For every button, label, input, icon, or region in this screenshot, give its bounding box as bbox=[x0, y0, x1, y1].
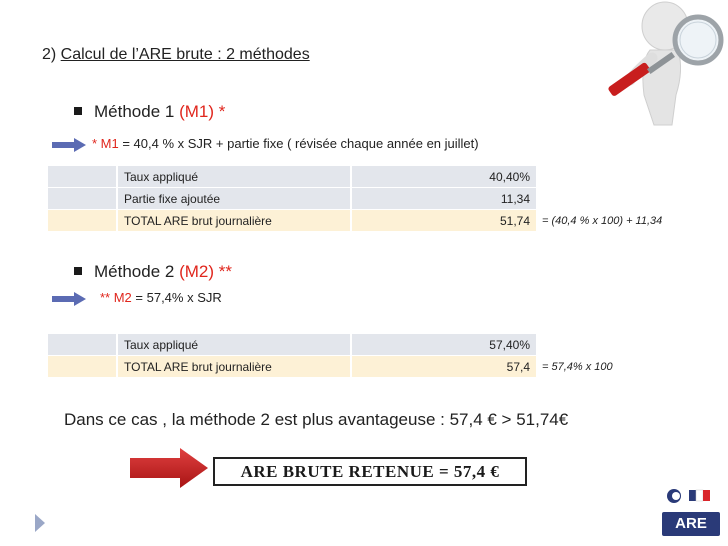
method2-table bbox=[48, 334, 692, 378]
table-row-total bbox=[48, 210, 692, 232]
row-label: Taux appliqué bbox=[118, 334, 350, 356]
nav-arrow-icon bbox=[35, 514, 45, 532]
table-row-total bbox=[48, 356, 692, 378]
row-note bbox=[536, 334, 692, 356]
row-note: = 57,4% x 100 bbox=[536, 356, 692, 378]
red-right-arrow-icon bbox=[130, 448, 208, 488]
result-box: ARE BRUTE RETENUE = 57,4 € bbox=[213, 457, 527, 486]
row-value: 57,40% bbox=[352, 334, 536, 356]
conclusion-text: Dans ce cas , la méthode 2 est plus avantageuse : 57,4 € > 51,74€ bbox=[64, 410, 569, 429]
bullet-square-icon bbox=[74, 107, 82, 115]
row-value: 11,34 bbox=[352, 188, 536, 210]
row-value: 40,40% bbox=[352, 166, 536, 188]
row-label: Partie fixe ajoutée bbox=[118, 188, 350, 210]
table-row bbox=[48, 166, 692, 188]
method1-formula bbox=[92, 136, 479, 151]
method2-code: (M2) ** bbox=[179, 262, 232, 281]
method1-label: Méthode 1 bbox=[94, 102, 180, 121]
method1-formula-prefix: * M1 bbox=[92, 136, 119, 151]
method1-table bbox=[48, 166, 692, 232]
row-note bbox=[536, 188, 692, 210]
right-arrow-icon bbox=[52, 292, 86, 306]
slide-title bbox=[42, 46, 310, 64]
right-arrow-icon bbox=[52, 138, 86, 152]
title-prefix: 2) bbox=[42, 46, 61, 63]
magnifier-figure-illustration bbox=[580, 0, 728, 140]
are-logo: ARE bbox=[662, 512, 720, 536]
row-label: TOTAL ARE brut journalière bbox=[118, 210, 350, 232]
method2-formula bbox=[100, 290, 222, 305]
row-note: = (40,4 % x 100) + 11,34 bbox=[536, 210, 692, 232]
row-value: 57,4 bbox=[352, 356, 536, 378]
title-text: Calcul de l’ARE brute : 2 méthodes bbox=[60, 46, 310, 63]
bullet-square-icon bbox=[74, 267, 82, 275]
row-note bbox=[536, 166, 692, 188]
row-label: Taux appliqué bbox=[118, 166, 350, 188]
method1-heading bbox=[74, 102, 225, 122]
table-row bbox=[48, 334, 692, 356]
method1-formula-text: = 40,4 % x SJR + partie fixe ( révisée chaque année en juillet) bbox=[118, 136, 479, 151]
row-label: TOTAL ARE brut journalière bbox=[118, 356, 350, 378]
emblem-logos-icon bbox=[665, 486, 720, 506]
method1-code: (M1) * bbox=[179, 102, 226, 121]
method2-label: Méthode 2 bbox=[94, 262, 180, 281]
method2-formula-prefix: ** M2 bbox=[100, 290, 132, 305]
table-row bbox=[48, 188, 692, 210]
row-value: 51,74 bbox=[352, 210, 536, 232]
method2-heading bbox=[74, 262, 232, 282]
method2-formula-text: = 57,4% x SJR bbox=[131, 290, 222, 305]
